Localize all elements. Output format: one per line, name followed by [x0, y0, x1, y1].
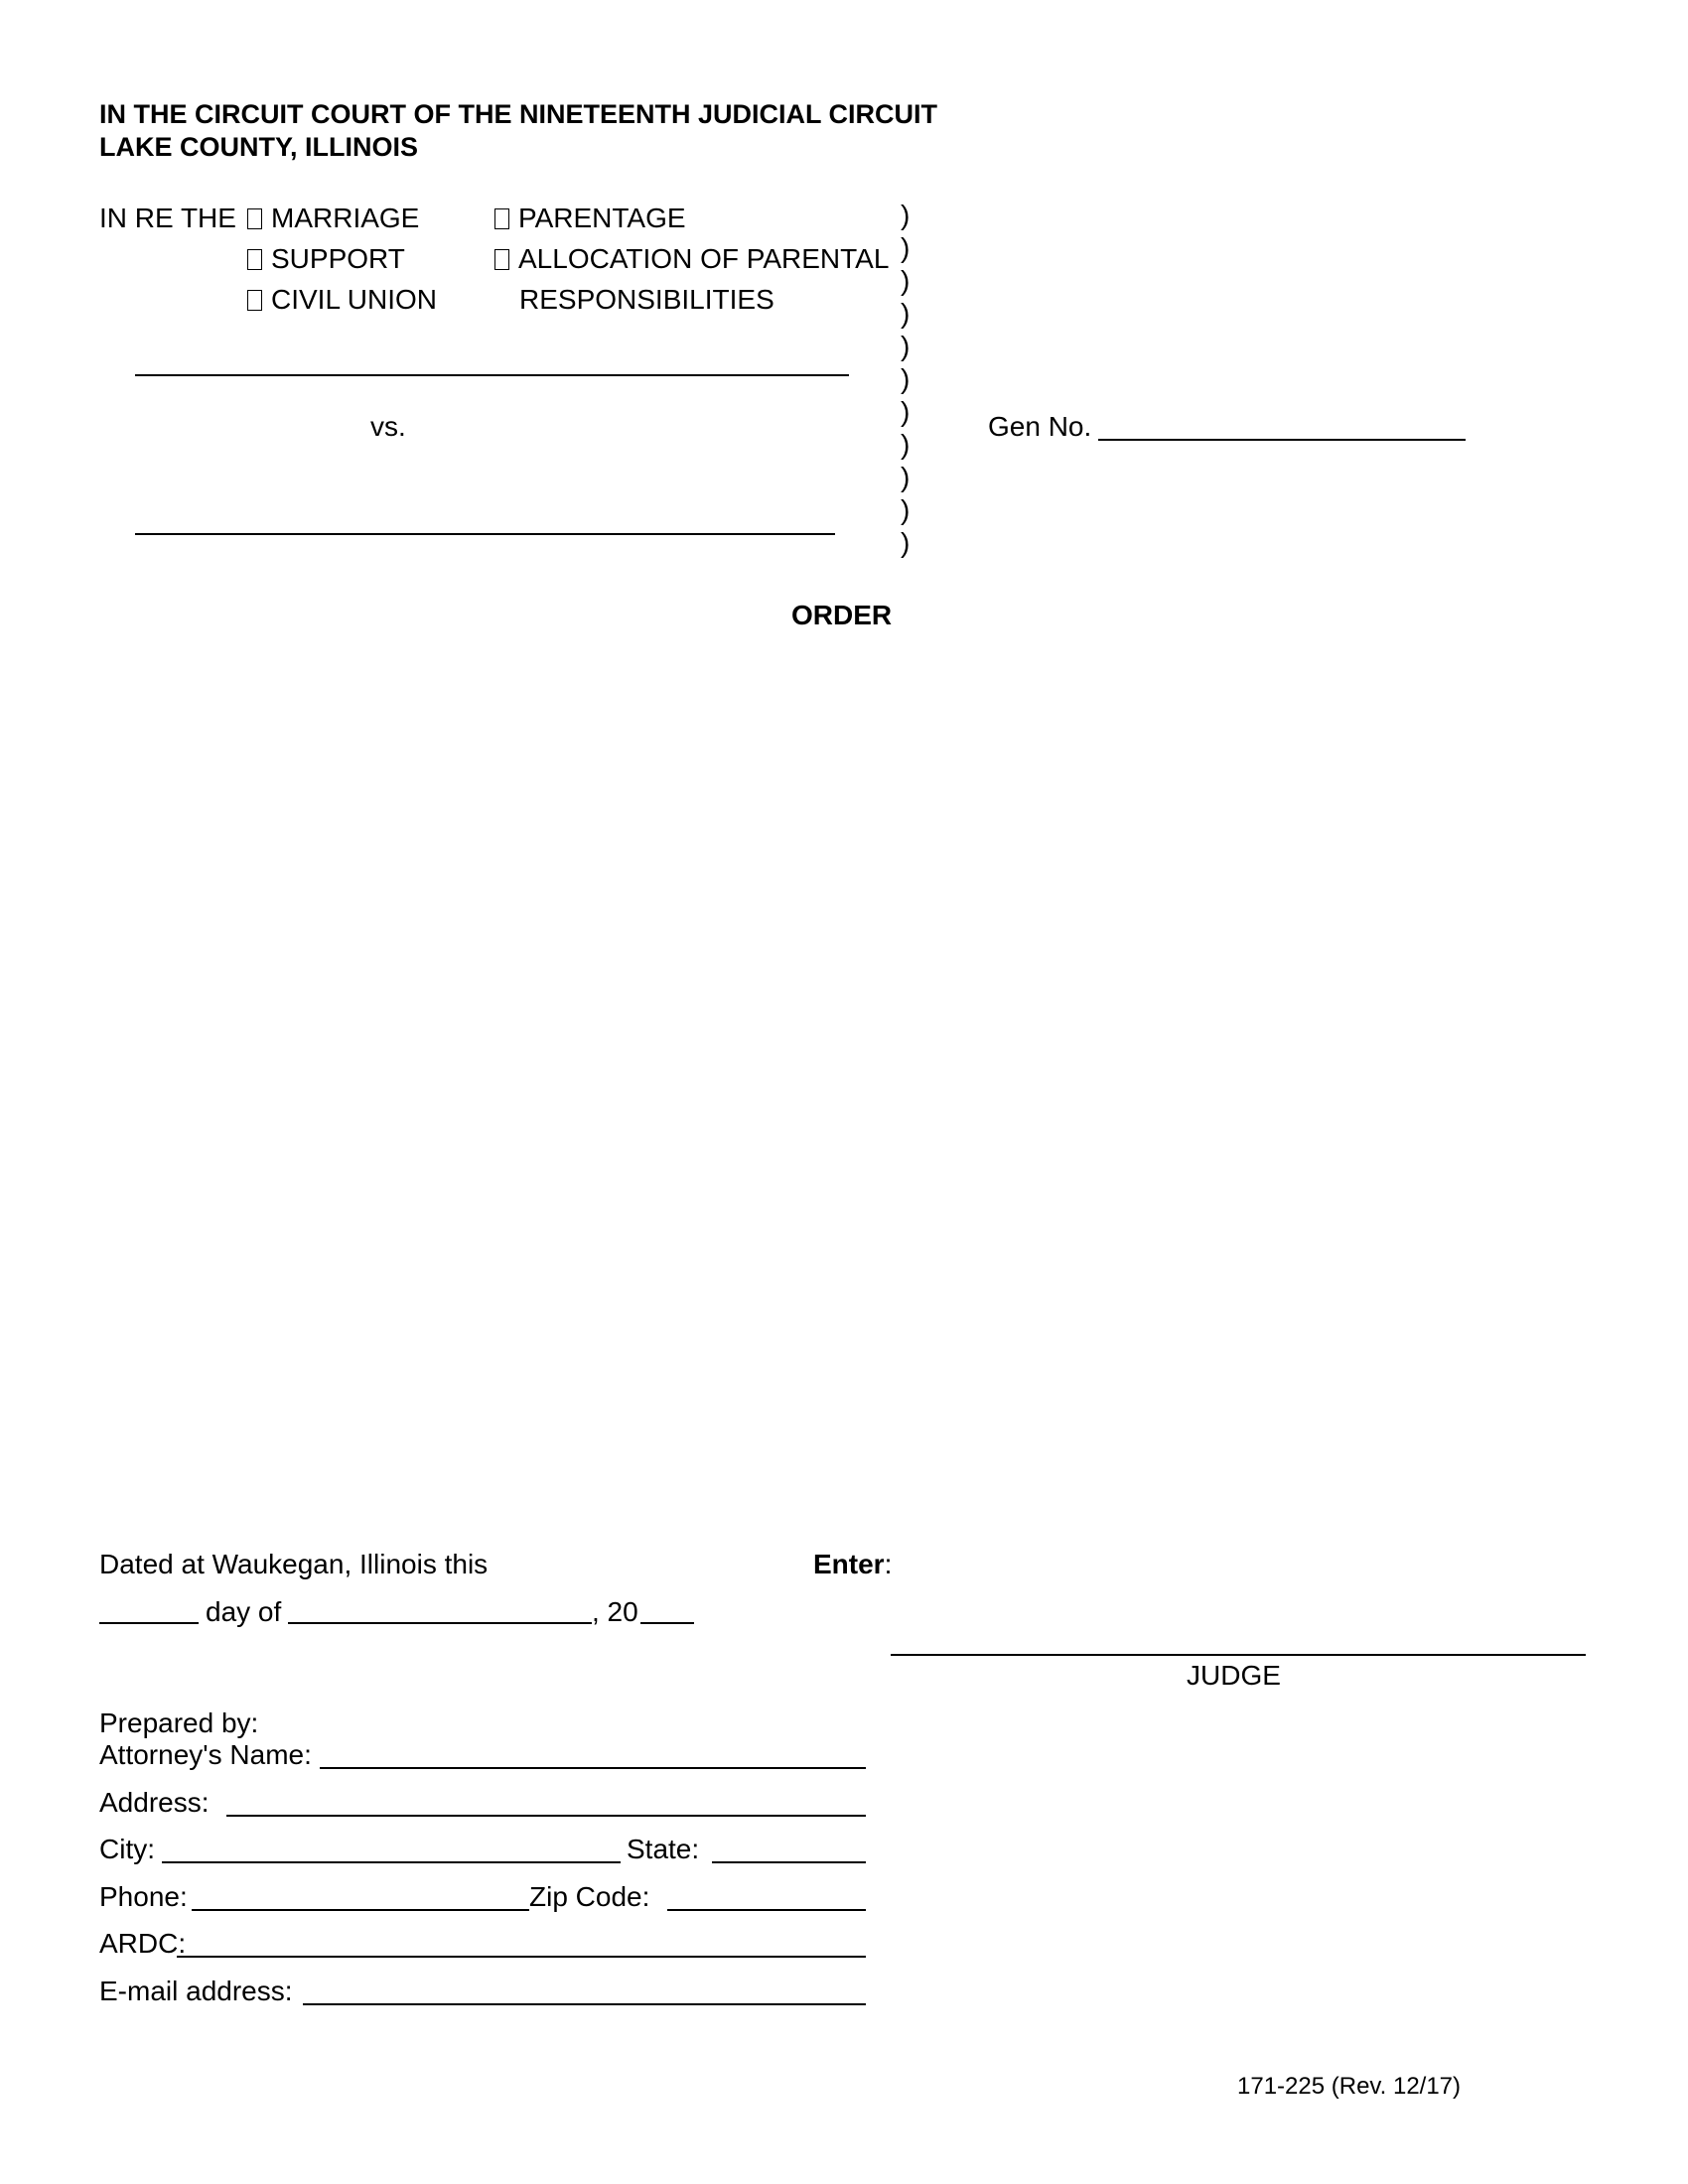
- civil-union-label: CIVIL UNION: [271, 284, 437, 315]
- parentage-label: PARENTAGE: [518, 203, 686, 233]
- support-checkbox[interactable]: [247, 249, 262, 270]
- city-label: City:: [99, 1834, 155, 1864]
- day-line[interactable]: [99, 1622, 199, 1624]
- enter-bold: Enter: [813, 1549, 885, 1579]
- paren: ): [901, 462, 911, 492]
- option-parentage: [494, 203, 686, 234]
- judge-label: JUDGE: [1187, 1660, 1281, 1691]
- allocation-label-line2: RESPONSIBILITIES: [519, 284, 774, 315]
- court-title: IN THE CIRCUIT COURT OF THE NINETEENTH JUDICIAL CIRCUIT: [99, 99, 938, 129]
- attorney-name-line[interactable]: [320, 1767, 866, 1769]
- year-prefix-text: , 20: [592, 1596, 638, 1627]
- state-line[interactable]: [712, 1861, 866, 1863]
- paren: ): [901, 298, 911, 329]
- paren: ): [901, 527, 911, 558]
- city-line[interactable]: [162, 1861, 621, 1863]
- phone-label: Phone:: [99, 1881, 188, 1912]
- allocation-checkbox[interactable]: [494, 249, 509, 270]
- judge-signature-line[interactable]: [891, 1654, 1586, 1656]
- parentage-checkbox[interactable]: [494, 208, 509, 229]
- paren: ): [901, 363, 911, 394]
- civil-union-checkbox[interactable]: [247, 290, 262, 311]
- marriage-checkbox[interactable]: [247, 208, 262, 229]
- zip-code-label: Zip Code:: [529, 1881, 650, 1912]
- address-line[interactable]: [226, 1815, 866, 1817]
- option-allocation: [494, 243, 889, 275]
- paren: ): [901, 331, 911, 361]
- county-title: LAKE COUNTY, ILLINOIS: [99, 132, 419, 162]
- in-re-label: IN RE THE: [99, 203, 236, 233]
- form-number: 171-225 (Rev. 12/17): [1237, 2073, 1462, 2100]
- marriage-label: MARRIAGE: [271, 203, 420, 233]
- petitioner-name-line[interactable]: [135, 374, 849, 376]
- zip-code-line[interactable]: [667, 1909, 866, 1911]
- dated-at-text: Dated at Waukegan, Illinois this: [99, 1549, 489, 1579]
- paren: ): [901, 232, 911, 263]
- gen-no-line[interactable]: [1098, 439, 1466, 441]
- address-label: Address:: [99, 1787, 210, 1818]
- state-label: State:: [627, 1834, 700, 1864]
- option-marriage: [247, 203, 419, 234]
- enter-label: [813, 1549, 892, 1580]
- ardc-label: ARDC:: [99, 1928, 187, 1959]
- order-title: ORDER: [791, 600, 893, 630]
- support-label: SUPPORT: [271, 243, 405, 274]
- month-line[interactable]: [288, 1622, 592, 1624]
- email-label: E-mail address:: [99, 1976, 293, 2006]
- day-of-text: day of: [206, 1596, 282, 1627]
- enter-colon: :: [884, 1549, 893, 1579]
- gen-no-label: Gen No.: [988, 411, 1092, 442]
- email-line[interactable]: [303, 2003, 866, 2005]
- option-civil-union: [247, 284, 437, 316]
- option-support: [247, 243, 405, 275]
- caption-parenthesis-column: [901, 199, 910, 559]
- ardc-line[interactable]: [177, 1956, 866, 1958]
- year-line[interactable]: [640, 1622, 694, 1624]
- vs-label: vs.: [370, 411, 406, 442]
- prepared-by-label: Prepared by:: [99, 1707, 259, 1738]
- allocation-label-line1: ALLOCATION OF PARENTAL: [518, 243, 890, 274]
- attorney-name-label: Attorney's Name:: [99, 1739, 312, 1770]
- paren: ): [901, 200, 911, 230]
- phone-line[interactable]: [192, 1909, 529, 1911]
- paren: ): [901, 429, 911, 460]
- paren: ): [901, 265, 911, 296]
- paren: ): [901, 494, 911, 525]
- paren: ): [901, 396, 911, 427]
- respondent-name-line[interactable]: [135, 533, 835, 535]
